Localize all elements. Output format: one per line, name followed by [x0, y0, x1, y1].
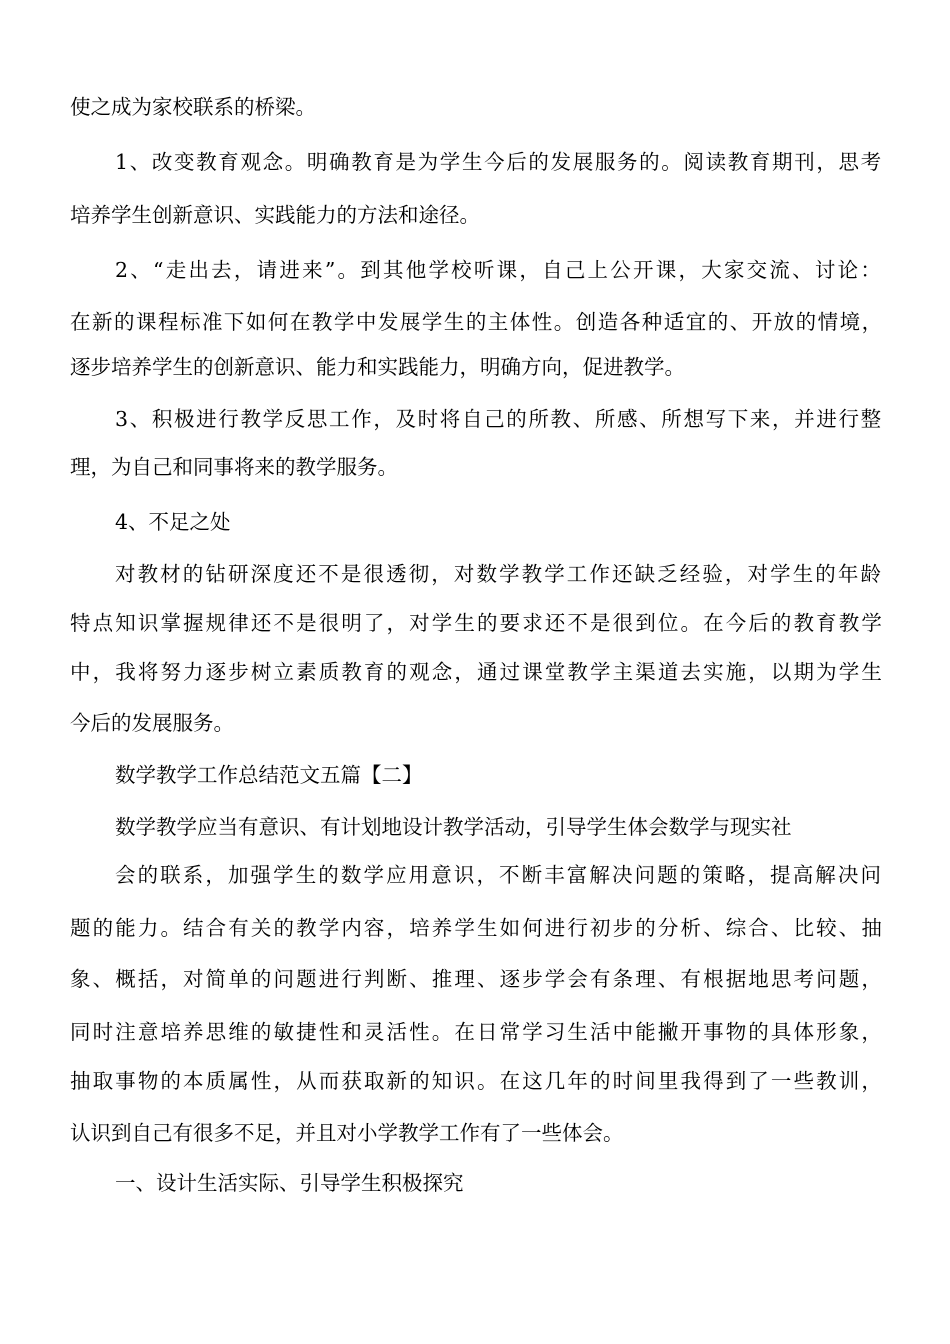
text-line: 题的能力。结合有关的教学内容，培养学生如何进行初步的分析、综合、比较、抽	[70, 916, 884, 940]
text-line: 抽取事物的本质属性，从而获取新的知识。在这几年的时间里我得到了一些教训，	[70, 1069, 884, 1093]
text-line: 今后的发展服务。	[70, 711, 234, 735]
text-line: 对教材的钻研深度还不是很透彻，对数学教学工作还缺乏经验，对学生的年龄	[115, 562, 884, 586]
text-line: 3、积极进行教学反思工作，及时将自己的所教、所感、所想写下来，并进行整	[115, 407, 883, 431]
text-line: 1、改变教育观念。明确教育是为学生今后的发展服务的。阅读教育期刊，思考	[115, 150, 883, 174]
text-line: 理，为自己和同事将来的教学服务。	[70, 455, 398, 479]
text-line: 培养学生创新意识、实践能力的方法和途径。	[70, 203, 480, 227]
text-line: 同时注意培养思维的敏捷性和灵活性。在日常学习生活中能撇开事物的具体形象，	[70, 1020, 884, 1044]
text-line: 2、“走出去，请进来”。到其他学校听课，自己上公开课，大家交流、讨论：	[115, 258, 884, 282]
text-line: 象、概括，对简单的问题进行判断、推理、逐步学会有条理、有根据地思考问题，	[70, 967, 884, 991]
text-line: 会的联系，加强学生的数学应用意识，不断丰富解决问题的策略，提高解决问	[115, 863, 884, 887]
section-heading: 数学教学工作总结范文五篇【二】	[115, 763, 423, 787]
text-line: 特点知识掌握规律还不是很明了，对学生的要求还不是很到位。在今后的教育教学	[70, 611, 884, 635]
text-line: 使之成为家校联系的桥梁。	[70, 95, 316, 119]
text-line: 逐步培养学生的创新意识、能力和实践能力，明确方向，促进教学。	[70, 355, 685, 379]
section-heading: 一、设计生活实际、引导学生积极探究	[115, 1171, 464, 1195]
text-line: 在新的课程标准下如何在教学中发展学生的主体性。创造各种适宜的、开放的情境，	[70, 310, 884, 334]
text-line: 认识到自己有很多不足，并且对小学教学工作有了一些体会。	[70, 1121, 624, 1145]
text-line: 4、不足之处	[115, 510, 231, 534]
text-line: 数学教学应当有意识、有计划地设计教学活动，引导学生体会数学与现实社	[115, 815, 792, 839]
text-line: 中，我将努力逐步树立素质教育的观念，通过课堂教学主渠道去实施，以期为学生	[70, 660, 884, 684]
